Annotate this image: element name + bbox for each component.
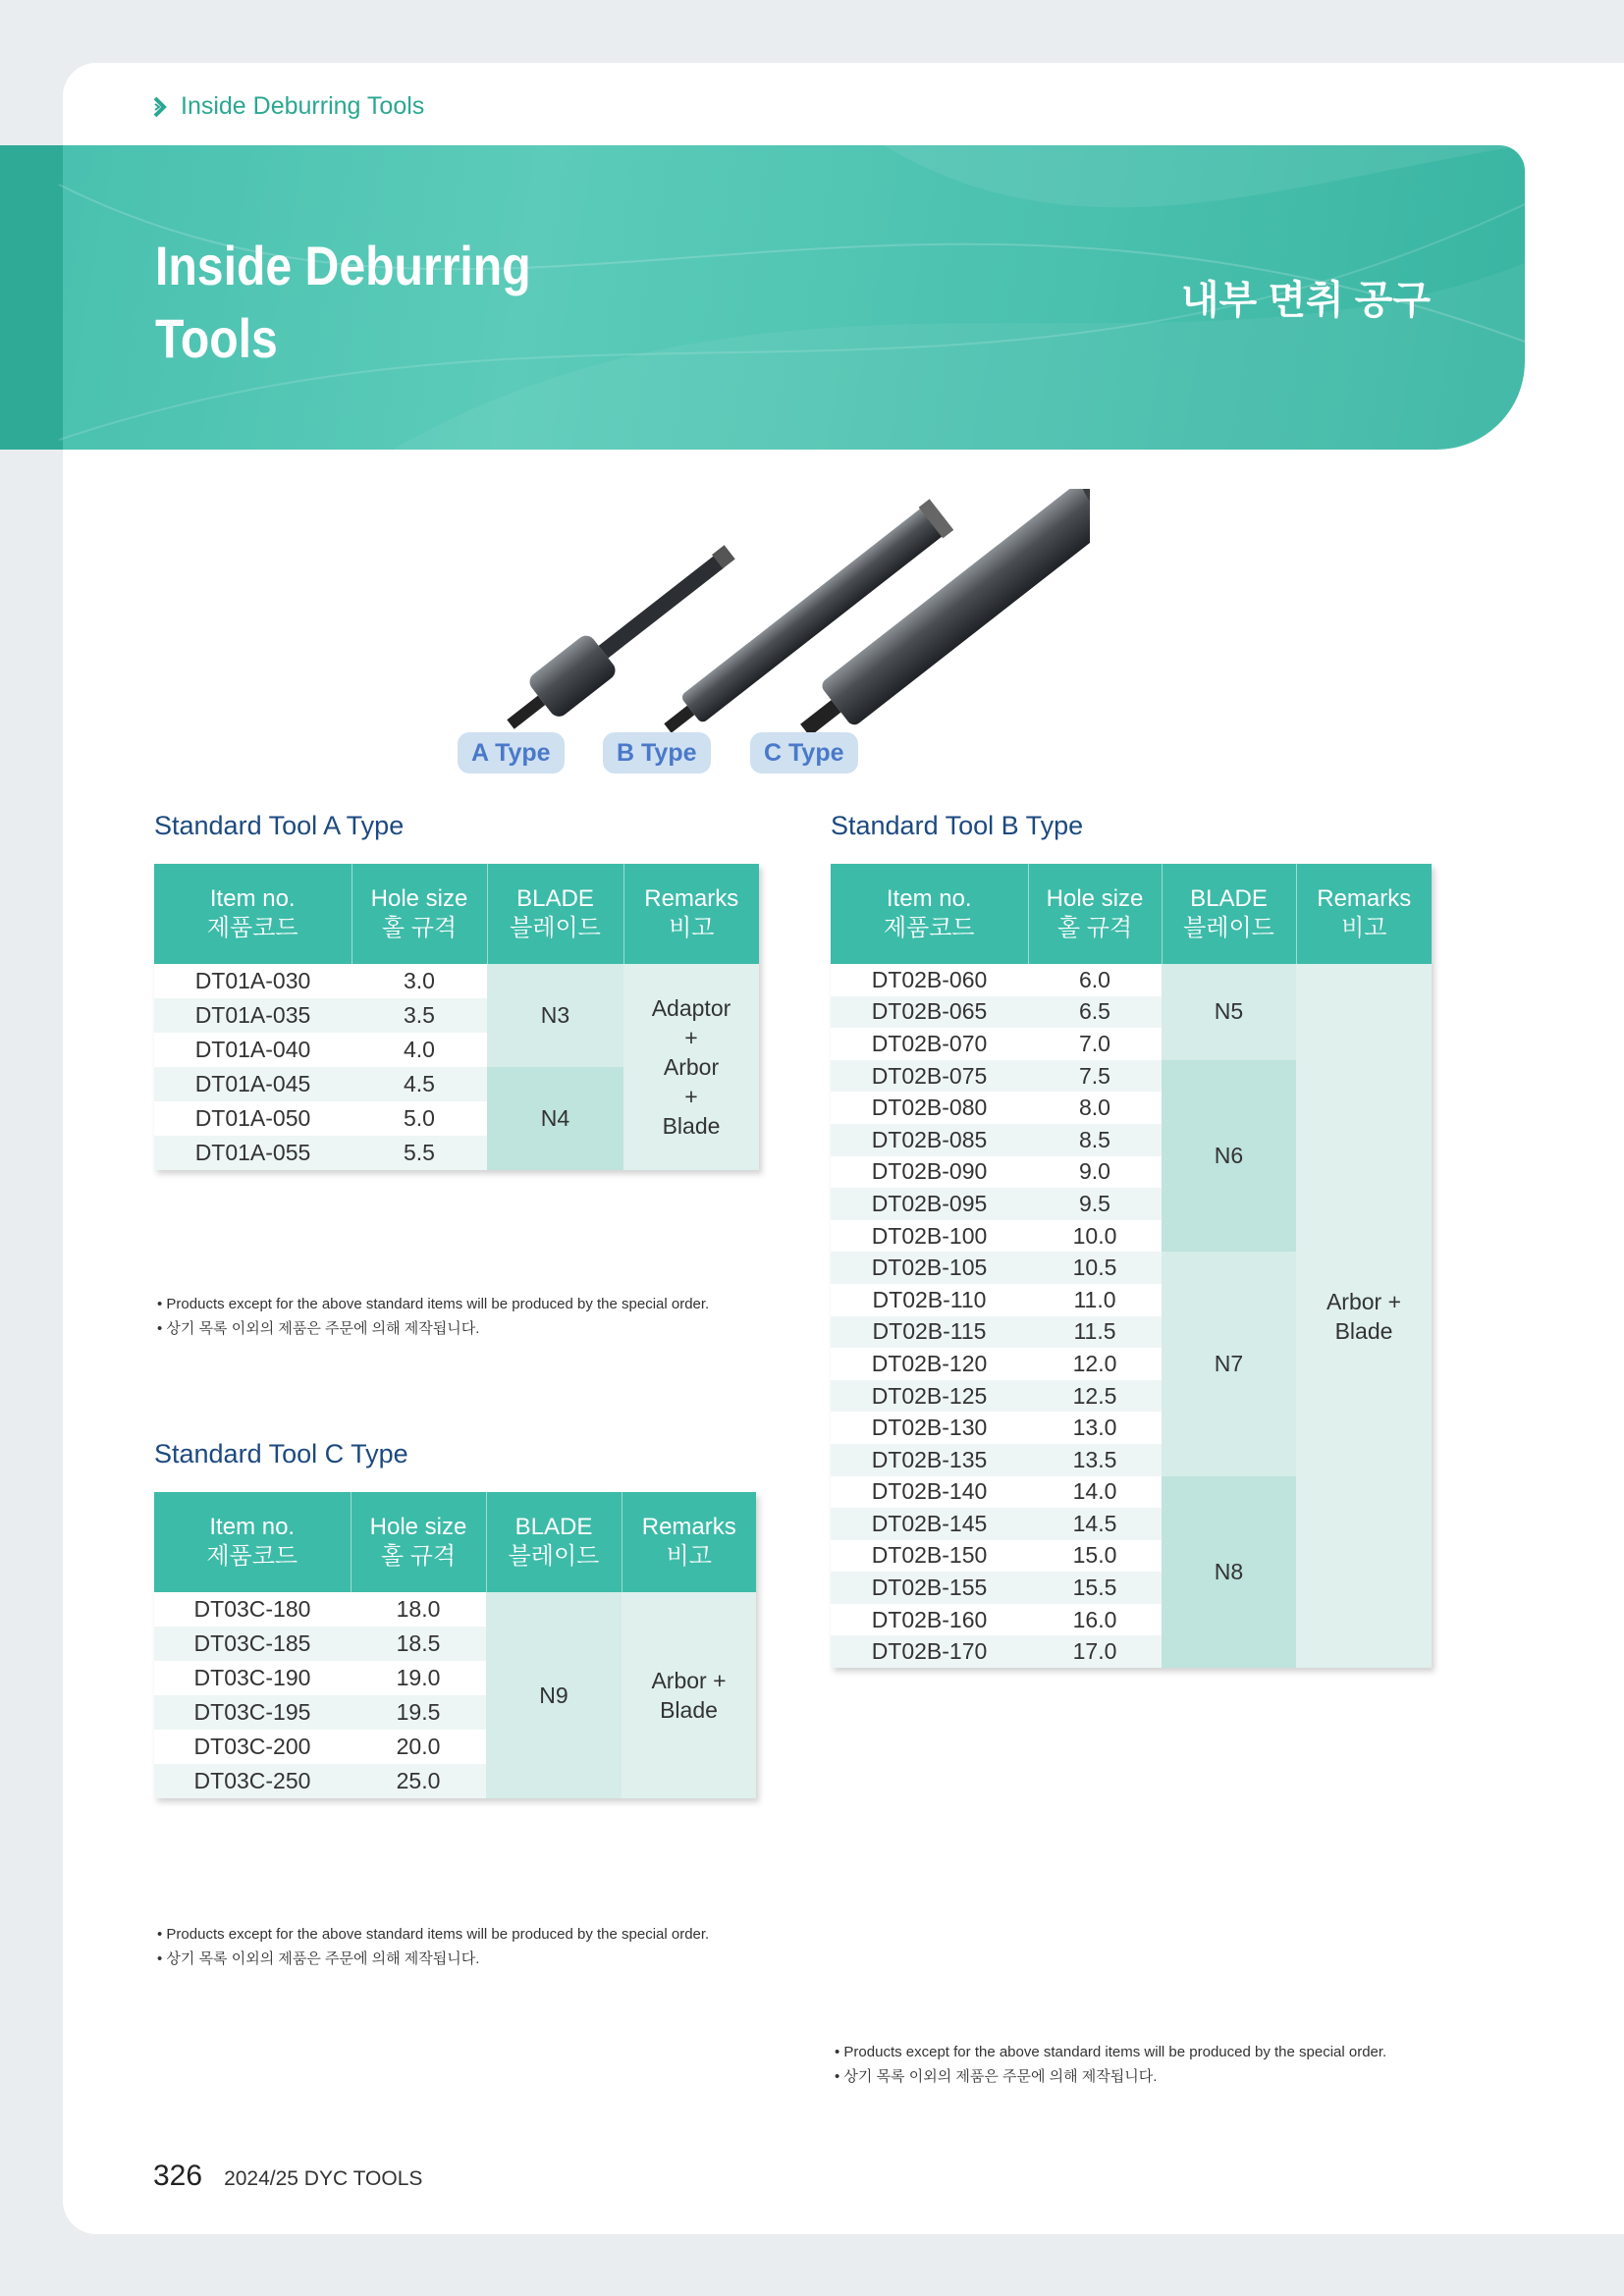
- hole-size-cell: 9.5: [1028, 1188, 1162, 1220]
- header-ko: 블레이드: [510, 915, 601, 941]
- blade-cell: N6: [1162, 1060, 1296, 1253]
- header-en: Hole size: [1046, 885, 1144, 912]
- hole-size-cell: 4.0: [352, 1033, 487, 1067]
- item-no-cell: DT02B-090: [831, 1156, 1028, 1189]
- header-en: BLADE: [516, 885, 594, 912]
- hole-size-cell: 10.5: [1028, 1252, 1162, 1284]
- header-ko: 제품코드: [206, 1543, 298, 1570]
- header-en: Item no.: [209, 1514, 296, 1540]
- note-en: • Products except for the above standard items will be produced by the special order.: [157, 1296, 710, 1312]
- hole-size-cell: 15.5: [1028, 1572, 1162, 1604]
- blade-cell: N5: [1162, 964, 1296, 1060]
- item-no-cell: DT03C-195: [154, 1695, 351, 1730]
- blade-cell: N9: [486, 1592, 622, 1798]
- item-no-cell: DT02B-130: [831, 1412, 1028, 1444]
- note-en: • Products except for the above standard items will be produced by the special order.: [835, 2044, 1387, 2060]
- item-no-cell: DT02B-075: [831, 1060, 1028, 1093]
- table-header-row: [831, 864, 1432, 964]
- table-header-row: [154, 1492, 756, 1592]
- remarks-line: Blade: [662, 1113, 721, 1139]
- table-c-note: [157, 1922, 709, 1971]
- item-no-cell: DT02B-115: [831, 1316, 1028, 1349]
- header-ko: 홀 규격: [381, 915, 458, 941]
- header-blade: [486, 1492, 622, 1592]
- item-no-cell: DT03C-200: [154, 1730, 351, 1764]
- item-no-cell: DT01A-040: [154, 1033, 352, 1067]
- hole-size-cell: 14.5: [1028, 1508, 1162, 1540]
- item-no-cell: DT02B-160: [831, 1604, 1028, 1636]
- hole-size-cell: 14.0: [1028, 1476, 1162, 1509]
- page-footer: [153, 2160, 422, 2193]
- header-remarks: [623, 864, 759, 964]
- header-en: Remarks: [641, 1514, 736, 1540]
- hole-size-cell: 6.5: [1028, 996, 1162, 1029]
- item-no-cell: DT02B-170: [831, 1635, 1028, 1668]
- header-en: Hole size: [370, 885, 468, 912]
- item-no-cell: DT02B-135: [831, 1444, 1028, 1476]
- item-no-cell: DT02B-110: [831, 1284, 1028, 1316]
- hole-size-cell: 6.0: [1028, 964, 1162, 996]
- header-blade: [487, 864, 623, 964]
- item-no-cell: DT01A-035: [154, 998, 352, 1033]
- hole-size-cell: 18.0: [351, 1592, 486, 1627]
- item-no-cell: DT02B-125: [831, 1380, 1028, 1413]
- header-ko: 블레이드: [508, 1543, 600, 1570]
- item-no-cell: DT01A-045: [154, 1067, 352, 1101]
- hole-size-cell: 7.0: [1028, 1028, 1162, 1060]
- item-no-cell: DT03C-190: [154, 1661, 351, 1695]
- item-no-cell: DT02B-150: [831, 1540, 1028, 1573]
- hole-size-cell: 15.0: [1028, 1540, 1162, 1573]
- note-ko: • 상기 목록 이외의 제품은 주문에 의해 제작됩니다.: [157, 1950, 480, 1967]
- page-title-line-2: Tools: [155, 307, 278, 369]
- hole-size-cell: 12.0: [1028, 1348, 1162, 1380]
- table-row: [154, 1592, 756, 1627]
- note-ko: • 상기 목록 이외의 제품은 주문에 의해 제작됩니다.: [157, 1320, 480, 1337]
- hole-size-cell: 11.0: [1028, 1284, 1162, 1316]
- remarks-line: Blade: [1334, 1317, 1393, 1344]
- title-banner: [0, 145, 1525, 450]
- header-en: Remarks: [1317, 885, 1412, 912]
- item-no-cell: DT01A-055: [154, 1136, 352, 1170]
- hole-size-cell: 10.0: [1028, 1220, 1162, 1253]
- table-a-title: Standard Tool A Type: [154, 811, 405, 840]
- hole-size-cell: 13.0: [1028, 1412, 1162, 1444]
- header-item-no: [831, 864, 1028, 964]
- remarks-line: Arbor +: [651, 1668, 727, 1693]
- item-no-cell: DT02B-060: [831, 964, 1028, 996]
- blade-cell: N3: [487, 964, 623, 1067]
- hole-size-cell: 13.5: [1028, 1444, 1162, 1476]
- hole-size-cell: 5.5: [352, 1136, 487, 1170]
- table-header-row: [154, 864, 759, 964]
- remarks-line: Blade: [660, 1697, 718, 1723]
- item-no-cell: DT01A-050: [154, 1101, 352, 1136]
- item-no-cell: DT02B-100: [831, 1220, 1028, 1253]
- item-no-cell: DT02B-085: [831, 1124, 1028, 1156]
- header-remarks: [1296, 864, 1432, 964]
- item-no-cell: DT03C-185: [154, 1627, 351, 1661]
- item-no-cell: DT02B-095: [831, 1188, 1028, 1220]
- header-ko: 블레이드: [1183, 915, 1274, 941]
- note-ko: • 상기 목록 이외의 제품은 주문에 의해 제작됩니다.: [835, 2068, 1158, 2085]
- header-remarks: [622, 1492, 756, 1592]
- header-hole-size: [352, 864, 487, 964]
- header-en: BLADE: [514, 1514, 593, 1540]
- page-number: 326: [153, 2160, 203, 2192]
- item-no-cell: DT02B-105: [831, 1252, 1028, 1284]
- header-en: Hole size: [369, 1514, 467, 1540]
- type-badge-b: B Type: [603, 732, 711, 774]
- breadcrumb-label: Inside Deburring Tools: [181, 92, 425, 120]
- hole-size-cell: 19.0: [351, 1661, 486, 1695]
- hole-size-cell: 8.5: [1028, 1124, 1162, 1156]
- header-blade: [1162, 864, 1296, 964]
- remarks-cell: [623, 964, 759, 1170]
- hole-size-cell: 16.0: [1028, 1604, 1162, 1636]
- type-badge-a: A Type: [458, 732, 565, 774]
- type-badge-c: C Type: [750, 732, 858, 774]
- item-no-cell: DT01A-030: [154, 964, 352, 998]
- remarks-line: Arbor +: [1326, 1288, 1402, 1314]
- header-ko: 제품코드: [206, 915, 298, 941]
- item-no-cell: DT02B-070: [831, 1028, 1028, 1060]
- blade-cell: N4: [487, 1067, 623, 1170]
- blade-cell: N8: [1162, 1476, 1296, 1669]
- header-ko: 비고: [1341, 915, 1387, 941]
- deburring-tools-image: [481, 489, 1090, 734]
- table-row: [154, 964, 759, 998]
- header-en: Item no.: [209, 885, 296, 912]
- header-ko: 제품코드: [883, 915, 975, 941]
- hole-size-cell: 5.0: [352, 1101, 487, 1136]
- hole-size-cell: 18.5: [351, 1627, 486, 1661]
- hole-size-cell: 7.5: [1028, 1060, 1162, 1093]
- item-no-cell: DT02B-065: [831, 996, 1028, 1029]
- hole-size-cell: 3.5: [352, 998, 487, 1033]
- table-b-note: [835, 2040, 1386, 2089]
- table-c-title: Standard Tool C Type: [154, 1439, 408, 1468]
- page-title-line-1: Inside Deburring: [155, 235, 531, 296]
- hole-size-cell: 8.0: [1028, 1092, 1162, 1124]
- header-hole-size: [1028, 864, 1162, 964]
- page-title-korean: 내부 면취 공구: [1180, 279, 1431, 322]
- remarks-line: +: [684, 1025, 698, 1050]
- hole-size-cell: 12.5: [1028, 1380, 1162, 1413]
- item-no-cell: DT03C-250: [154, 1764, 351, 1798]
- table-b-title: Standard Tool B Type: [831, 811, 1084, 840]
- hole-size-cell: 4.5: [352, 1067, 487, 1101]
- header-item-no: [154, 1492, 351, 1592]
- hole-size-cell: 9.0: [1028, 1156, 1162, 1189]
- hole-size-cell: 3.0: [352, 964, 487, 998]
- page-title: [155, 230, 594, 375]
- remarks-line: Adaptor: [651, 995, 731, 1021]
- item-no-cell: DT02B-120: [831, 1348, 1028, 1380]
- remarks-cell: [1296, 964, 1432, 1668]
- table-row: [831, 964, 1432, 996]
- remarks-cell: [622, 1592, 756, 1798]
- header-ko: 비고: [666, 1543, 712, 1570]
- item-no-cell: DT02B-155: [831, 1572, 1028, 1604]
- header-ko: 홀 규격: [380, 1543, 457, 1570]
- hole-size-cell: 11.5: [1028, 1316, 1162, 1349]
- blade-cell: N7: [1162, 1252, 1296, 1475]
- hole-size-cell: 17.0: [1028, 1635, 1162, 1668]
- item-no-cell: DT02B-140: [831, 1476, 1028, 1509]
- item-no-cell: DT03C-180: [154, 1592, 351, 1627]
- header-hole-size: [351, 1492, 486, 1592]
- item-no-cell: DT02B-080: [831, 1092, 1028, 1124]
- hole-size-cell: 19.5: [351, 1695, 486, 1730]
- table-c: [154, 1492, 756, 1798]
- header-en: Item no.: [886, 885, 972, 912]
- remarks-line: +: [684, 1084, 698, 1109]
- header-ko: 홀 규격: [1056, 915, 1133, 941]
- table-b: [831, 864, 1432, 1668]
- item-no-cell: DT02B-145: [831, 1508, 1028, 1540]
- hole-size-cell: 25.0: [351, 1764, 486, 1798]
- table-a-note: [157, 1292, 709, 1341]
- header-ko: 비고: [669, 915, 715, 941]
- header-en: Remarks: [644, 885, 739, 912]
- breadcrumb[interactable]: [153, 92, 424, 121]
- publication-name: 2024/25 DYC TOOLS: [224, 2167, 423, 2190]
- remarks-line: Arbor: [663, 1054, 720, 1080]
- chevron-right-icon: [153, 96, 167, 118]
- note-en: • Products except for the above standard items will be produced by the special order.: [157, 1926, 710, 1943]
- table-a: [154, 864, 759, 1170]
- header-item-no: [154, 864, 352, 964]
- hole-size-cell: 20.0: [351, 1730, 486, 1764]
- header-en: BLADE: [1190, 885, 1268, 912]
